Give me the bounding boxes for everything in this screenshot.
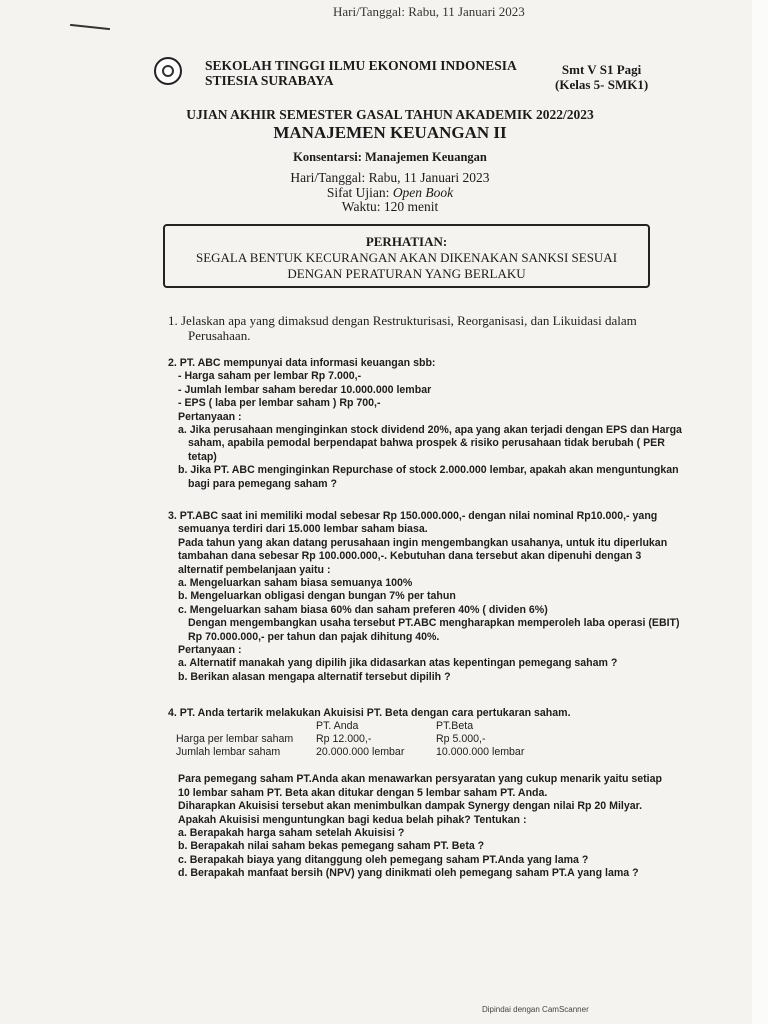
q4-question-a: a. Berapakah harga saham setelah Akuisisi ? <box>178 827 405 840</box>
warning-box <box>163 224 650 288</box>
exam-duration: Waktu: 120 menit <box>341 199 439 214</box>
top-date-header: Hari/Tanggal: Rabu, 11 Januari 2023 <box>333 4 525 19</box>
table-cell: Rp 5.000,- <box>436 733 486 746</box>
q2-a-line-1: a. Jika perusahaan menginginkan stock dividend 20%, apa yang akan terjadi dengan EPS dan Harga <box>178 424 682 437</box>
table-header-cell: PT.Beta <box>436 720 474 733</box>
class-label: (Kelas 5- SMK1) <box>555 77 649 92</box>
q3-line-5: alternatif pembelanjaan yaitu : <box>178 563 331 576</box>
exam-title: UJIAN AKHIR SEMESTER GASAL TAHUN AKADEMIK 2022/2023 <box>186 107 594 122</box>
q3-question-label: Pertanyaan : <box>178 644 242 657</box>
table-header-cell <box>176 720 316 733</box>
q3-line-4: tambahan dana sebesar Rp 100.000.000,-. Kebutuhan dana tersebut akan dipenuhi dengan 3 <box>178 550 642 563</box>
q3-line-7: Rp 70.000.000,- per tahun dan pajak dihitung 40%. <box>188 630 440 643</box>
q4-intro: 4. PT. Anda tertarik melakukan Akuisisi PT. Beta dengan cara pertukaran saham. <box>168 707 571 719</box>
table-cell: Harga per lembar saham <box>176 733 294 746</box>
q4-para-1: Para pemegang saham PT.Anda akan menawarkan persyaratan yang cukup menarik yaitu setiap <box>178 773 662 786</box>
course-title: MANAJEMEN KEUANGAN II <box>273 123 507 142</box>
q3-question-b: b. Berikan alasan mengapa alternatif tersebut dipilih ? <box>178 670 451 683</box>
acquisition-table <box>176 720 534 759</box>
warning-line-2: DENGAN PERATURAN YANG BERLAKU <box>287 266 526 281</box>
table-cell: Jumlah lembar saham <box>176 746 281 759</box>
question-1 <box>168 314 673 343</box>
q2-data-3: - EPS ( laba per lembar saham ) Rp 700,- <box>178 397 381 410</box>
institution-name: SEKOLAH TINGGI ILMU EKONOMI INDONESIA <box>205 58 517 73</box>
institution-header <box>205 58 517 88</box>
q4-question-d: d. Berapakah manfaat bersih (NPV) yang dinikmati oleh pemegang saham PT.A yang lama ? <box>178 867 639 880</box>
question-2 <box>168 357 682 491</box>
exam-type <box>150 186 630 201</box>
q4-question-b: b. Berapakah nilai saham bekas pemegang saham PT. Beta ? <box>178 840 485 853</box>
institution-logo-icon <box>154 57 182 85</box>
institution-short-name: STIESIA SURABAYA <box>205 73 334 88</box>
table-row <box>176 733 534 746</box>
table-row <box>176 746 534 759</box>
q1-line-1: 1. Jelaskan apa yang dimaksud dengan Restrukturisasi, Reorganisasi, dan Likuidasi dalam <box>168 313 637 328</box>
q4-para-2: 10 lembar saham PT. Beta akan ditukar dengan 5 lembar saham PT. Anda. <box>178 786 548 799</box>
table-header-row <box>176 720 534 733</box>
q3-line-1: 3. PT.ABC saat ini memiliki modal sebesar Rp 150.000.000,- dengan nilai nominal Rp10.000,- yang <box>168 510 658 522</box>
q2-a-line-2: saham, apabila pemodal berpendapat bahwa prospek & risiko perusahaan tidak berubah ( PER <box>188 437 665 450</box>
exam-date: Hari/Tanggal: Rabu, 11 Januari 2023 <box>290 170 490 185</box>
table-cell: Rp 12.000,- <box>316 733 372 746</box>
q3-option-c: c. Mengeluarkan saham biasa 60% dan saham preferen 40% ( dividen 6%) <box>178 603 548 616</box>
q3-option-b: b. Mengeluarkan obligasi dengan bungan 7% per tahun <box>178 590 456 603</box>
q2-a-line-3: tetap) <box>188 450 217 463</box>
q2-b-line-1: b. Jika PT. ABC menginginkan Repurchase of stock 2.000.000 lembar, apakah akan menguntungkan <box>178 464 679 477</box>
q4-question-c: c. Berapakah biaya yang ditanggung oleh pemegang saham PT.Anda yang lama ? <box>178 853 589 866</box>
warning-heading: PERHATIAN: <box>365 234 448 249</box>
scan-mark <box>70 24 110 30</box>
question-3 <box>168 510 680 684</box>
class-info <box>555 62 648 92</box>
q1-line-2: Perusahaan. <box>188 327 251 343</box>
q3-line-6: Dengan mengembangkan usaha tersebut PT.ABC mengharapkan memperoleh laba operasi (EBIT) <box>188 617 680 630</box>
question-4 <box>168 707 673 881</box>
table-header-cell: PT. Anda <box>316 720 359 733</box>
table-cell: 10.000.000 lembar <box>436 746 525 759</box>
q4-para-3: Diharapkan Akuisisi tersebut akan menimbulkan dampak Synergy dengan nilai Rp 20 Milyar. <box>178 800 643 813</box>
q3-question-a: a. Alternatif manakah yang dipilih jika didasarkan atas kepentingan pemegang saham ? <box>178 657 618 670</box>
q2-data-2: - Jumlah lembar saham beredar 10.000.000 lembar <box>178 383 432 396</box>
q3-option-a: a. Mengeluarkan saham biasa semuanya 100% <box>178 577 413 590</box>
q3-line-2: semuanya terdiri dari 15.000 lembar saham biasa. <box>178 523 428 536</box>
semester-label: Smt V S1 Pagi <box>561 62 642 77</box>
q4-para-4: Apakah Akuisisi menguntungkan bagi kedua belah pihak? Tentukan : <box>178 813 527 826</box>
q2-data-1: - Harga saham per lembar Rp 7.000,- <box>178 370 362 383</box>
warning-line-1: SEGALA BENTUK KECURANGAN AKAN DIKENAKAN SANKSI SESUAI <box>195 250 618 265</box>
exam-type-label: Sifat Ujian: <box>326 184 393 200</box>
scanner-watermark: Dipindai dengan CamScanner <box>482 1005 589 1014</box>
q2-b-line-2: bagi para pemegang saham ? <box>188 477 337 490</box>
q3-line-3: Pada tahun yang akan datang perusahaan ingin mengembangkan usahanya, untuk itu diperlukan <box>178 536 668 549</box>
q2-intro: 2. PT. ABC mempunyai data informasi keuangan sbb: <box>168 357 436 369</box>
q2-question-label: Pertanyaan : <box>178 410 242 423</box>
exam-type-value: Open Book <box>392 184 454 200</box>
page-edge <box>752 0 768 1024</box>
table-cell: 20.000.000 lembar <box>316 746 405 759</box>
exam-info <box>150 171 630 215</box>
concentration: Konsentarsi: Manajemen Keuangan <box>293 150 487 164</box>
